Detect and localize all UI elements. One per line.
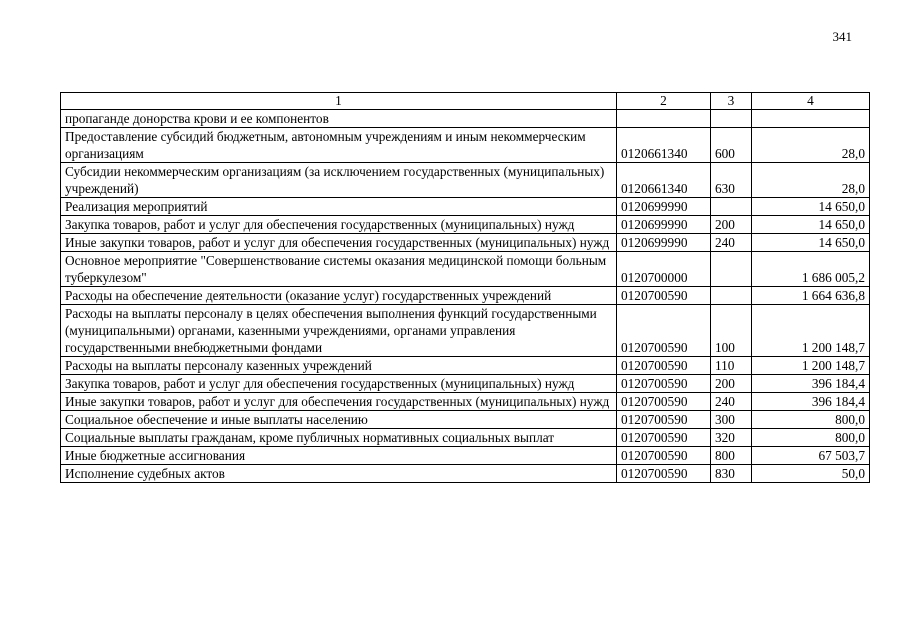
table-row [61,357,870,375]
page-number: 341 [832,29,852,44]
column-header-1: 1 [61,93,617,110]
row-amount [752,110,870,128]
table-row [61,252,870,287]
row-name: Расходы на обеспечение деятельности (оказание услуг) государственных учреждений [61,287,617,305]
row-type: 100 [711,305,752,357]
row-type [711,252,752,287]
table-row [61,393,870,411]
table-row [61,163,870,198]
row-code: 0120699990 [617,198,711,216]
row-type: 200 [711,375,752,393]
table-header-row [61,93,870,110]
row-name: Исполнение судебных актов [61,465,617,483]
row-amount: 800,0 [752,411,870,429]
row-code: 0120700590 [617,393,711,411]
table-row [61,110,870,128]
row-type: 830 [711,465,752,483]
column-header-4: 4 [752,93,870,110]
row-name: Закупка товаров, работ и услуг для обеспечения государственных (муниципальных) нужд [61,375,617,393]
row-amount: 1 664 636,8 [752,287,870,305]
row-amount: 1 686 005,2 [752,252,870,287]
row-type: 240 [711,234,752,252]
table-row [61,198,870,216]
row-name: Субсидии некоммерческим организациям (за исключением государственных (муниципальных) учреждений) [61,163,617,198]
row-type: 800 [711,447,752,465]
row-amount: 14 650,0 [752,198,870,216]
row-type: 630 [711,163,752,198]
row-amount: 396 184,4 [752,393,870,411]
row-name: Закупка товаров, работ и услуг для обеспечения государственных (муниципальных) нужд [61,216,617,234]
table-row [61,128,870,163]
row-code: 0120699990 [617,216,711,234]
table-row [61,216,870,234]
row-amount: 1 200 148,7 [752,305,870,357]
row-name: Иные закупки товаров, работ и услуг для обеспечения государственных (муниципальных) нужд [61,393,617,411]
row-type [711,110,752,128]
row-amount: 800,0 [752,429,870,447]
row-name: Социальное обеспечение и иные выплаты населению [61,411,617,429]
row-name: Иные закупки товаров, работ и услуг для обеспечения государственных (муниципальных) нужд [61,234,617,252]
row-code: 0120700590 [617,429,711,447]
row-amount: 67 503,7 [752,447,870,465]
row-name: пропаганде донорства крови и ее компонентов [61,110,617,128]
row-name: Основное мероприятие "Совершенствование системы оказания медицинской помощи больным туберкулезом" [61,252,617,287]
row-code: 0120661340 [617,128,711,163]
table-row [61,305,870,357]
budget-table [60,92,870,483]
table-row [61,287,870,305]
row-type: 320 [711,429,752,447]
row-code: 0120700590 [617,287,711,305]
row-type: 110 [711,357,752,375]
row-name: Расходы на выплаты персоналу казенных учреждений [61,357,617,375]
row-amount: 50,0 [752,465,870,483]
row-amount: 28,0 [752,163,870,198]
row-name: Предоставление субсидий бюджетным, автономным учреждениям и иным некоммерческим организациям [61,128,617,163]
row-name: Иные бюджетные ассигнования [61,447,617,465]
row-type: 200 [711,216,752,234]
row-amount: 1 200 148,7 [752,357,870,375]
row-type [711,287,752,305]
row-code: 0120700590 [617,447,711,465]
row-code: 0120661340 [617,163,711,198]
row-code: 0120700590 [617,305,711,357]
table-row [61,234,870,252]
row-code: 0120699990 [617,234,711,252]
table-row [61,429,870,447]
row-amount: 28,0 [752,128,870,163]
row-name: Социальные выплаты гражданам, кроме публичных нормативных социальных выплат [61,429,617,447]
column-header-3: 3 [711,93,752,110]
row-type [711,198,752,216]
row-code: 0120700590 [617,411,711,429]
row-amount: 14 650,0 [752,234,870,252]
row-code [617,110,711,128]
row-code: 0120700590 [617,375,711,393]
row-type: 300 [711,411,752,429]
row-type: 240 [711,393,752,411]
row-amount: 14 650,0 [752,216,870,234]
row-name: Расходы на выплаты персоналу в целях обеспечения выполнения функций государственными (муниципальными) органами, казенными учреждениями, органами управления государственными внебюджетными фондами [61,305,617,357]
row-amount: 396 184,4 [752,375,870,393]
table-row [61,465,870,483]
row-code: 0120700590 [617,357,711,375]
table-row [61,447,870,465]
column-header-2: 2 [617,93,711,110]
row-type: 600 [711,128,752,163]
row-name: Реализация мероприятий [61,198,617,216]
table-row [61,375,870,393]
row-code: 0120700000 [617,252,711,287]
row-code: 0120700590 [617,465,711,483]
table-row [61,411,870,429]
